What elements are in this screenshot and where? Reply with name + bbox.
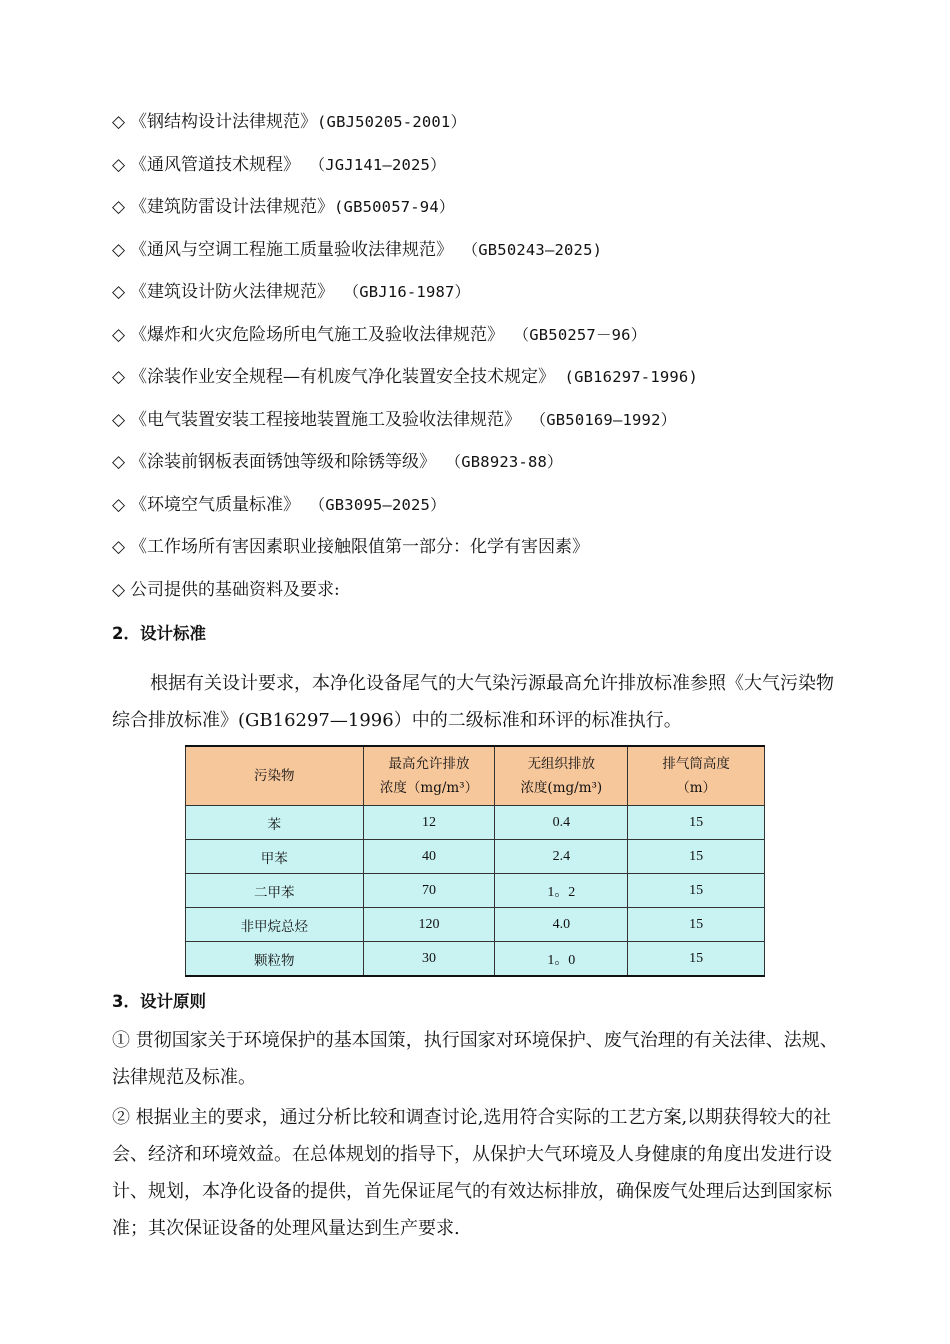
reference-item: ◇ 《建筑防雷设计法律规范》(GB50057-94） (112, 197, 455, 217)
table-cell: 0.4 (495, 806, 628, 840)
table-cell: 12 (363, 806, 495, 840)
table-row (186, 840, 765, 874)
table-cell: 15 (628, 874, 765, 908)
reference-title: 《涂装前钢板表面锈蚀等级和除锈等级》 (130, 452, 436, 472)
emission-standard-table (185, 745, 765, 977)
table-cell: 30 (363, 942, 495, 977)
reference-item: ◇ 《建筑设计防火法律规范》 （GBJ16-1987） (112, 282, 471, 302)
table-cell: 颗粒物 (186, 942, 364, 977)
reference-title: 《环境空气质量标准》 (130, 494, 300, 515)
section-heading: 3．设计原则 (112, 992, 206, 1011)
reference-item: ◇ 《通风管道技术规程》 （JGJ141—2025） (112, 154, 446, 175)
table-row (186, 806, 765, 840)
reference-item: ◇ 《涂装作业安全规程—有机废气净化装置安全技术规定》 (GB16297-1996) (112, 367, 698, 387)
table-cell: 15 (628, 840, 765, 874)
reference-title: 《钢结构设计法律规范》 (130, 112, 317, 132)
reference-code: (GB16297-1996) (555, 368, 698, 386)
table-header-row (186, 746, 765, 806)
table-row (186, 908, 765, 942)
reference-title: 《通风与空调工程施工质量验收法律规范》 (130, 239, 453, 260)
column-header: 最高允许排放 浓度（mg/m³） (363, 746, 495, 806)
table-cell: 70 (363, 874, 495, 908)
reference-code: （GB3095—2025） (300, 495, 446, 514)
reference-title: 《通风管道技术规程》 (130, 154, 300, 175)
table-cell: 二甲苯 (186, 874, 364, 908)
column-header: 排气筒高度 （m） (628, 746, 765, 806)
reference-code: （GB50243—2025) (453, 240, 603, 259)
reference-item: ◇ 《涂装前钢板表面锈蚀等级和除锈等级》 （GB8923-88） (112, 452, 563, 472)
table-cell: 40 (363, 840, 495, 874)
reference-item: ◇ 《通风与空调工程施工质量验收法律规范》 （GB50243—2025) (112, 239, 603, 260)
table-cell: 1。0 (495, 942, 628, 977)
column-header: 无组织排放 浓度(mg/m³) (495, 746, 628, 806)
reference-title: 《建筑防雷设计法律规范》 (130, 197, 334, 217)
table-cell: 1。2 (495, 874, 628, 908)
reference-code: （GB8923-88） (436, 453, 563, 471)
table-cell: 苯 (186, 806, 364, 840)
reference-code: （GB50257－96） (504, 325, 647, 344)
section-paragraph: ① 贯彻国家关于环境保护的基本国策，执行国家对环境保护、废气治理的有关法律、法规、法律规范及标准。 (112, 1030, 838, 1088)
table-cell: 15 (628, 942, 765, 977)
reference-title: 公司提供的基础资料及要求: (130, 579, 340, 600)
reference-code: （GB50169—1992） (521, 410, 677, 429)
reference-list (112, 104, 872, 614)
section-heading: 2．设计标准 (112, 624, 206, 643)
section-paragraph: 根据有关设计要求，本净化设备尾气的大气染污源最高允许排放标准参照《大气污染物综合排放标准》(GB16297—1996）中的二级标准和环评的标准执行。 (112, 673, 834, 731)
reference-item: ◇ 《爆炸和火灾危险场所电气施工及验收法律规范》 （GB50257－96） (112, 324, 647, 345)
reference-item: ◇ 公司提供的基础资料及要求: (112, 579, 340, 600)
table-row (186, 942, 765, 977)
table-cell: 15 (628, 806, 765, 840)
reference-title: 《工作场所有害因素职业接触限值第一部分：化学有害因素》 (130, 537, 589, 557)
reference-title: 《电气装置安装工程接地装置施工及验收法律规范》 (130, 409, 521, 430)
table-cell: 4.0 (495, 908, 628, 942)
reference-item: ◇ 《电气装置安装工程接地装置施工及验收法律规范》 （GB50169—1992） (112, 409, 677, 430)
column-header: 污染物 (186, 746, 364, 806)
table-cell: 15 (628, 908, 765, 942)
reference-code: (GB50057-94） (334, 198, 455, 216)
table-cell: 非甲烷总烃 (186, 908, 364, 942)
reference-code: （GBJ16-1987） (334, 283, 471, 301)
reference-item: ◇ 《工作场所有害因素职业接触限值第一部分：化学有害因素》 (112, 537, 589, 557)
table-cell: 2.4 (495, 840, 628, 874)
table-cell: 甲苯 (186, 840, 364, 874)
reference-code: (GBJ50205-2001） (317, 113, 467, 131)
table-row (186, 874, 765, 908)
reference-title: 《爆炸和火灾危险场所电气施工及验收法律规范》 (130, 324, 504, 345)
reference-item: ◇ 《钢结构设计法律规范》(GBJ50205-2001） (112, 112, 467, 132)
reference-title: 《建筑设计防火法律规范》 (130, 282, 334, 302)
table-cell: 120 (363, 908, 495, 942)
reference-code: （JGJ141—2025） (300, 155, 446, 174)
section-paragraph: ② 根据业主的要求，通过分析比较和调查讨论,选用符合实际的工艺方案,以期获得较大的社会、经济和环境效益。在总体规划的指导下，从保护大气环境及人身健康的角度出发进行设计、规划，本净化设备的提供，首先保证尾气的有效达标排放，确保废气处理后达到国家标准；其次保证设备的处理风量达到生产要求. (112, 1107, 832, 1239)
reference-title: 《涂装作业安全规程—有机废气净化装置安全技术规定》 (130, 367, 555, 387)
reference-item: ◇ 《环境空气质量标准》 （GB3095—2025） (112, 494, 446, 515)
